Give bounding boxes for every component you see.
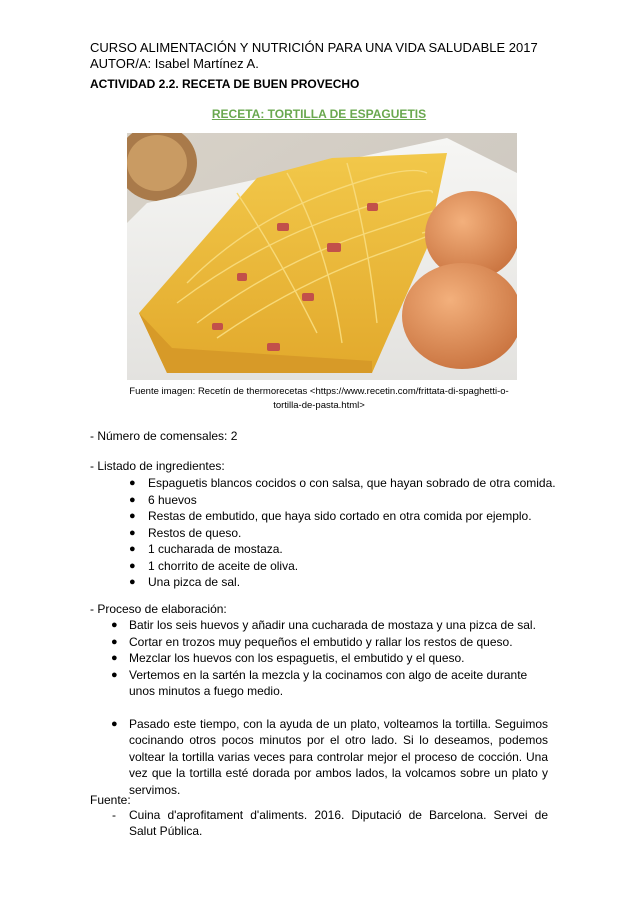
ingredient-item: ● Restas de embutido, que haya sido cortado en otra comida por ejemplo. [129, 509, 532, 523]
ingredient-item: ● 6 huevos [129, 492, 197, 507]
source-heading: Fuente: [90, 793, 131, 807]
activity-heading: ACTIVIDAD 2.2. RECETA DE BUEN PROVECHO [90, 77, 360, 91]
recipe-photo [127, 133, 517, 380]
diners-count: - Número de comensales: 2 [90, 429, 238, 443]
bullet-icon: ● [129, 576, 136, 588]
bullet-icon: ● [111, 717, 118, 730]
bullet-icon: ● [129, 559, 136, 572]
bullet-icon: ● [129, 510, 136, 522]
ingredient-item: ● Restos de queso. [129, 525, 242, 540]
bullet-icon: ● [129, 477, 136, 489]
brown-egg-bottom [402, 263, 517, 369]
image-caption-line: Fuente imagen: Recetín de thermorecetas <https://www.recetin.com/frittata-di-spaghetti-o- [129, 386, 509, 397]
process-step: ● Batir los seis huevos y añadir una cucharada de mostaza y una pizca de sal. [111, 618, 536, 632]
process-step: ● Cortar en trozos muy pequeños el embutido y rallar los restos de queso. [111, 634, 513, 649]
process-steps-list [111, 617, 548, 798]
ingredient-item: ● 1 chorrito de aceite de oliva. [129, 558, 299, 573]
author-line: AUTOR/A: Isabel Martínez A. [90, 56, 259, 71]
bullet-icon: ● [111, 668, 118, 681]
process-step: ● Vertemos en la sartén la mezcla y la cocinamos con algo de aceite durante unos minutos a fuego medio. [111, 667, 528, 698]
ingredient-item: ● Una pizca de sal. [129, 575, 241, 589]
bullet-icon: ● [129, 493, 136, 506]
image-caption [110, 385, 528, 413]
bullet-icon: ● [111, 652, 118, 664]
dash-bullet: - [112, 808, 116, 822]
process-heading: - Proceso de elaboración: [90, 602, 227, 616]
bullet-icon: ● [129, 543, 136, 555]
recipe-title: RECETA: TORTILLA DE ESPAGUETIS [211, 107, 427, 121]
source-citation: Cuina d'aprofitament d'aliments. 2016. Diputació de Barcelona. Servei de Salut Pública. [129, 808, 548, 838]
course-header: CURSO ALIMENTACIÓN Y NUTRICIÓN PARA UNA VIDA SALUDABLE 2017 [90, 40, 538, 55]
ingredient-item: ● 1 cucharada de mostaza. [129, 542, 283, 556]
image-caption-line: tortilla-de-pasta.html> [273, 400, 365, 411]
ingredient-item: ● Espaguetis blancos cocidos o con salsa, que hayan sobrado de otra comida. [129, 476, 556, 490]
bullet-icon: ● [129, 526, 136, 539]
process-step: ● Mezclar los huevos con los espaguetis, el embutido y el queso. [111, 651, 465, 665]
ingredients-heading: - Listado de ingredientes: [90, 459, 225, 473]
bullet-icon: ● [111, 635, 118, 648]
process-step: ● Pasado este tiempo, con la ayuda de un plato, volteamos la tortilla. Seguimos cocinando otros pocos minutos por el otro lado. Si lo deseamos, podemos voltear la tortilla varias veces para controlar mejor el proceso de cocción. Una vez que la tortilla esté dorada por ambos lados, la volcamos sobre un plato y servimos. [111, 716, 548, 797]
ingredients-list [129, 475, 569, 591]
bullet-icon: ● [111, 619, 118, 631]
wooden-tool-inner [127, 135, 187, 191]
source-entry [112, 807, 548, 839]
